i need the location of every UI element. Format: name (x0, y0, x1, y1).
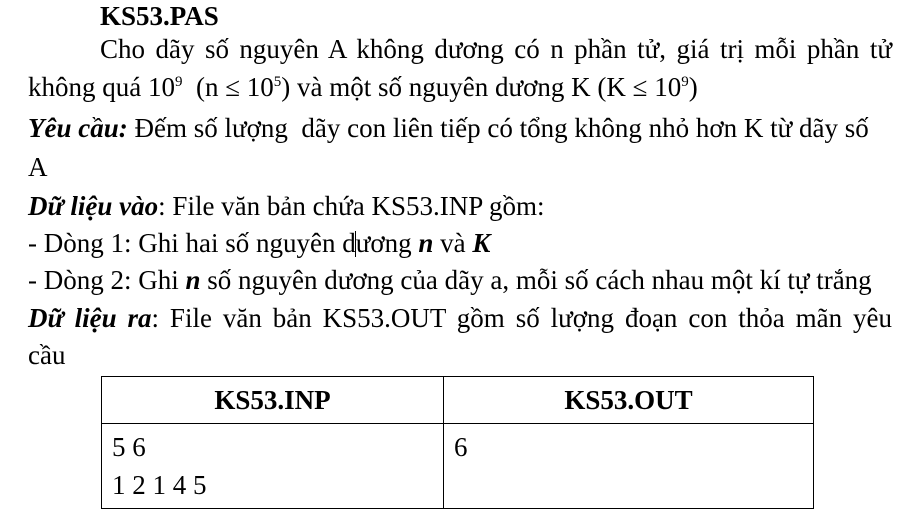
header-input-file: KS53.INP (102, 377, 444, 424)
input-heading: Dữ liệu vào: File văn bản chứa KS53.INP gồm: (28, 191, 545, 221)
intro-line-2: không quá $10^9$ $(n \le 10^5)$ và một số nguyên dương K $(K \le 10^9)$ (28, 72, 698, 102)
requirement-line-2: A (28, 152, 48, 182)
requirement-line: Yêu cầu: Đếm số lượng dãy con liên tiếp có tổng không nhỏ hơn K từ dãy số (28, 113, 869, 143)
example-output-cell (444, 424, 814, 509)
example-input-line: 5 6 (112, 432, 146, 462)
input-line-2: - Dòng 2: Ghi n số nguyên dương của dãy a, mỗi số cách nhau một kí tự trắng (28, 265, 872, 295)
output-line-1: Dữ liệu ra: File văn bản KS53.OUT gồm số lượng đoạn con thỏa mãn yêu (28, 303, 893, 333)
output-line-2: cầu (28, 340, 66, 370)
header-output-file: KS53.OUT (444, 377, 814, 424)
output-label: Dữ liệu ra (28, 303, 152, 333)
input-line-1: - Dòng 1: Ghi hai số nguyên dương n và K (28, 228, 491, 258)
example-output-line: 6 (454, 432, 468, 462)
requirement-label: Yêu cầu: (28, 113, 128, 143)
example-input-line: 1 2 1 4 5 (112, 470, 207, 500)
problem-title: KS53.PAS (100, 1, 219, 31)
example-table (101, 376, 814, 509)
intro-line-1: Cho dãy số nguyên A không dương có n phần tử, giá trị mỗi phần tử (100, 34, 892, 64)
input-label: Dữ liệu vào (28, 191, 159, 221)
example-input-cell (102, 424, 444, 509)
